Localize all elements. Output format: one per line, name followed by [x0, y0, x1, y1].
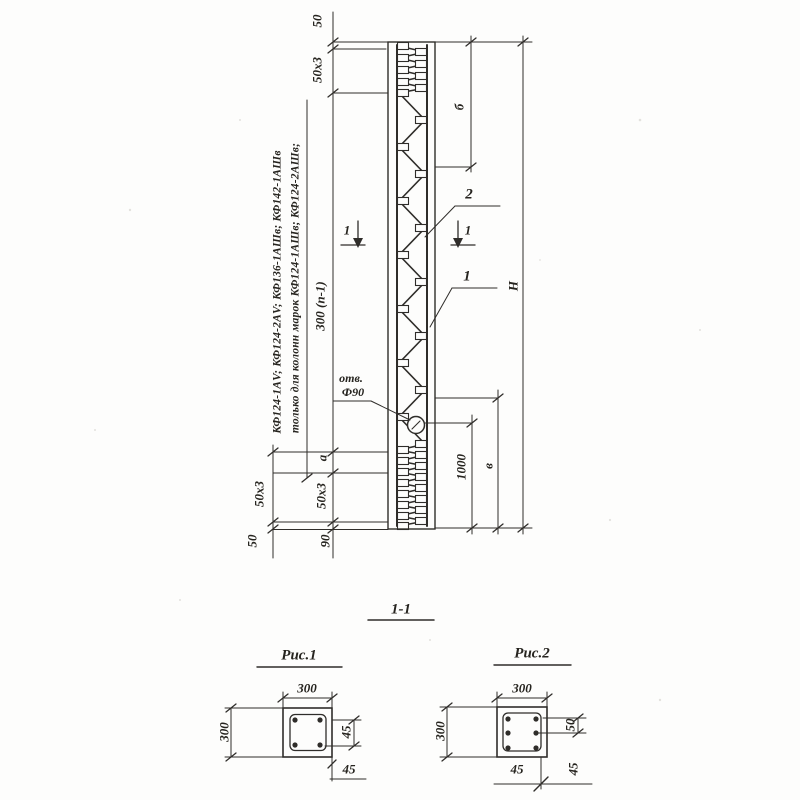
- fig1-dim-top: 300: [297, 680, 317, 696]
- dim-90-label: 90: [317, 534, 333, 548]
- fig2-dim-right: 50: [562, 718, 578, 732]
- fig2-dim-bottom: 45: [510, 761, 524, 777]
- fig1-rebar-dots: [292, 717, 322, 747]
- cut-mark-left-label: 1: [343, 222, 351, 238]
- fig1-title: Рис.1: [281, 647, 317, 664]
- dim-50-outer-label: 50: [244, 534, 260, 548]
- cut-mark-right-label: 1: [464, 222, 472, 238]
- fig2-title: Рис.2: [514, 645, 550, 662]
- fig2-dim-left: 300: [432, 721, 448, 741]
- fig2-dim-top: 300: [512, 680, 532, 696]
- dim-v-label: в: [480, 463, 496, 469]
- note-line2: КФ124-1АV; КФ124-2АV; КФ136-1АШв; КФ142-1АШв: [271, 150, 284, 434]
- fig2-dim-bottom-right: 45: [565, 762, 581, 776]
- section-title: 1-1: [391, 601, 411, 618]
- spiral-item-label: 2: [465, 186, 473, 203]
- cut-arrow-right: [453, 238, 463, 248]
- dim-50x3-bot-label: 50x3: [313, 483, 329, 509]
- dim-50-top-label: 50: [309, 14, 325, 28]
- dim-a-label: а: [314, 454, 330, 462]
- note-underline: [302, 100, 312, 482]
- dim-H-label: Н: [505, 280, 521, 292]
- dim-300n-label: 300 (п-1): [312, 281, 328, 331]
- hole-label-line1: отв.: [339, 371, 363, 385]
- dim-1000-label: 1000: [453, 454, 469, 480]
- dim-50x3-top-label: 50x3: [309, 57, 325, 83]
- stirrup-hooks: [398, 43, 427, 530]
- bar-item-label: 1: [463, 268, 471, 285]
- note-line1: только для колонн марок КФ124-1АШв; КФ124-2АШв;: [289, 142, 302, 434]
- dim-50x3-outer-label: 50x3: [251, 481, 267, 507]
- section-cut-marks: [341, 221, 475, 248]
- fig2-rebar-dots: [505, 716, 538, 750]
- fig1-dim-left: 300: [216, 722, 232, 742]
- fig1-dim-bottom: 45: [342, 761, 356, 777]
- fig1-dim-right: 45: [338, 725, 354, 739]
- cut-arrow-left: [353, 238, 363, 248]
- hole-label-line2: Ф90: [341, 385, 365, 399]
- dim-b-label: б: [451, 103, 467, 111]
